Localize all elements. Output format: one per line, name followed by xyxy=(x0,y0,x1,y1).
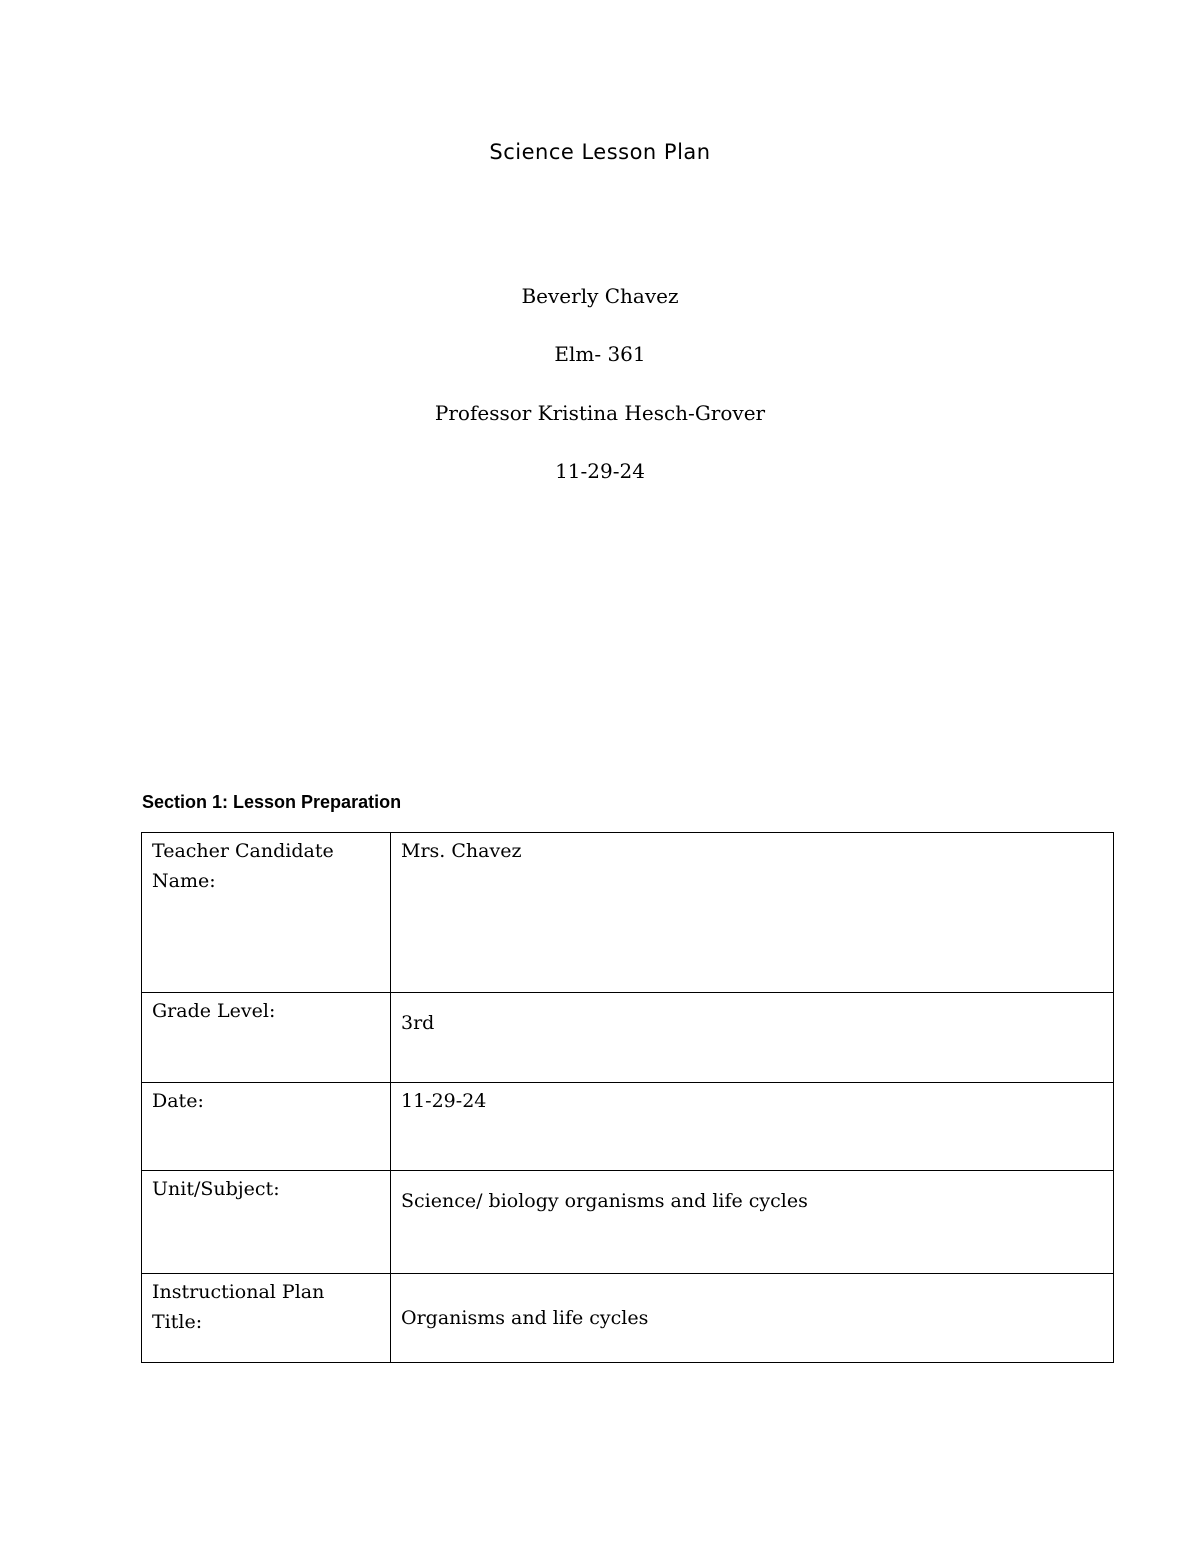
row-value: 11-29-24 xyxy=(391,1083,1114,1171)
row-value: Mrs. Chavez xyxy=(391,833,1114,993)
row-label: Instructional Plan Title: xyxy=(142,1274,391,1363)
row-label: Unit/Subject: xyxy=(142,1171,391,1274)
lesson-preparation-table xyxy=(141,832,1114,1363)
document-title: Science Lesson Plan xyxy=(489,140,711,164)
row-label: Date: xyxy=(142,1083,391,1171)
author-name: Beverly Chavez xyxy=(521,284,679,308)
section-heading: Section 1: Lesson Preparation xyxy=(142,792,402,812)
row-value-cell xyxy=(391,993,1114,1083)
submission-date: 11-29-24 xyxy=(555,459,645,483)
table-row xyxy=(142,993,1114,1083)
row-label: Teacher Candidate Name: xyxy=(142,833,391,993)
row-value-cell xyxy=(391,1171,1114,1274)
row-value: Organisms and life cycles xyxy=(401,1307,649,1329)
row-label: Grade Level: xyxy=(142,993,391,1083)
table-row xyxy=(142,1083,1114,1171)
table-row xyxy=(142,833,1114,993)
row-value: Science/ biology organisms and life cycles xyxy=(401,1190,808,1212)
table-row xyxy=(142,1171,1114,1274)
course-code: Elm- 361 xyxy=(554,342,646,366)
row-value-cell xyxy=(391,1274,1114,1363)
table-row xyxy=(142,1274,1114,1363)
professor-name: Professor Kristina Hesch-Grover xyxy=(434,401,766,425)
row-value: 3rd xyxy=(401,1012,435,1034)
